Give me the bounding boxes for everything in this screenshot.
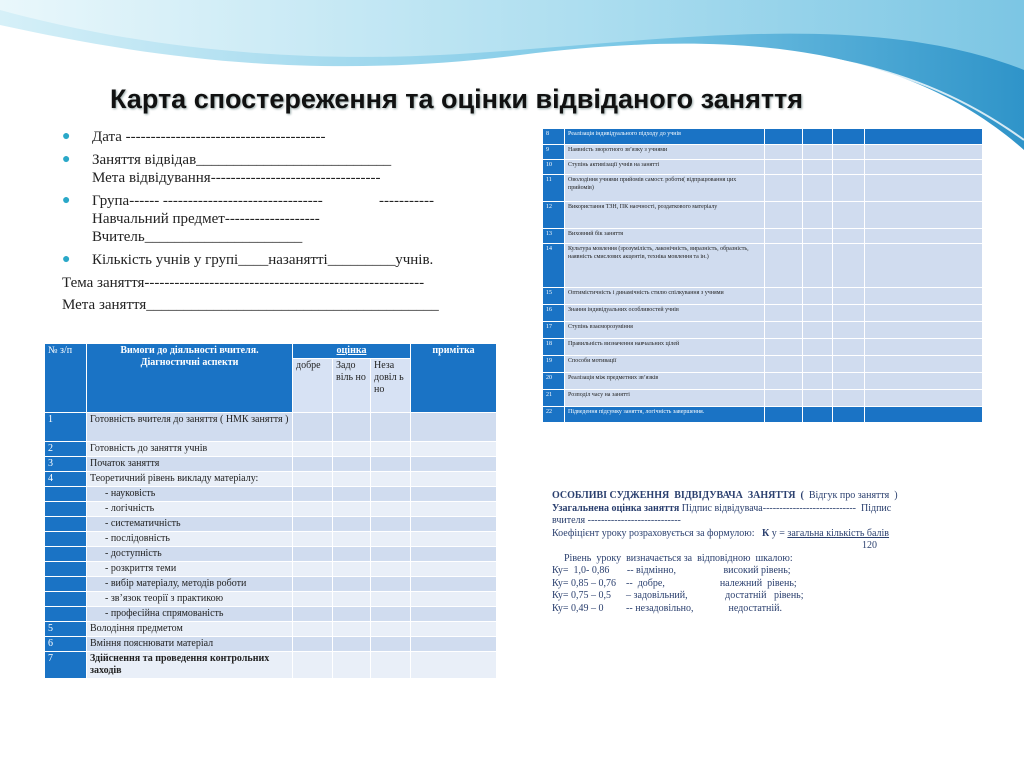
grade-good-cell[interactable] [765,160,803,175]
grade-satisfactory-cell[interactable] [803,339,833,356]
row-number: 18 [543,339,565,356]
grade-satisfactory-cell[interactable] [333,472,371,487]
subject-field: Навчальний предмет------------------- [92,211,320,227]
row-requirement: Вміння пояснювати матеріал [87,637,293,652]
note-cell[interactable] [411,562,497,577]
visitor-signature-line: Підпис відвідувача---------------------------- Підпис [679,502,892,514]
table-row [45,622,497,637]
note-cell[interactable] [865,145,983,160]
grade-unsatisfactory-cell[interactable] [371,502,411,517]
grade-good-cell[interactable] [293,487,333,502]
row-requirement: - зв’язок теорії з практикою [87,592,293,607]
grade-satisfactory-cell[interactable] [803,229,833,244]
row-requirement: Оптимістичність і динамічність стилю спілкування з учнями [565,288,765,305]
grade-good-cell[interactable] [293,472,333,487]
scale-row: Ку= 1,0- 0,86 -- відмінно, високий рівень; [552,565,791,576]
observation-table-1 [44,343,497,679]
lesson-goal-field: Мета заняття_______________________________________ [62,297,439,313]
grade-good-cell[interactable] [293,592,333,607]
grade-good-cell[interactable] [293,517,333,532]
bullet-icon: ● [62,152,71,167]
note-cell[interactable] [411,577,497,592]
grade-satisfactory-cell[interactable] [333,442,371,457]
list-item [62,251,502,269]
row-number: 2 [45,442,87,457]
note-cell[interactable] [865,339,983,356]
table-row [45,577,497,592]
row-requirement: - систематичність [87,517,293,532]
row-number: 4 [45,472,87,487]
row-requirement: Використання ТЗН, ПК наочності, роздаткового матеріалу [565,202,765,229]
grade-unsatisfactory-cell[interactable] [371,442,411,457]
formula-denominator: 120 [862,540,877,551]
grade-satisfactory-cell[interactable] [333,413,371,442]
grade-good-cell[interactable] [293,457,333,472]
row-requirement: Розподіл часу на занятті [565,390,765,407]
note-cell[interactable] [865,407,983,423]
table-row [45,637,497,652]
group-field: Група------ -------------------------------- ----------- [92,193,434,209]
note-cell[interactable] [411,472,497,487]
date-field: Дата ---------------------------------------- [92,129,326,145]
list-item [62,192,502,246]
row-requirement: Виховний бік заняття [565,229,765,244]
grade-satisfactory-cell[interactable] [803,129,833,145]
note-cell[interactable] [865,175,983,202]
row-number: 15 [543,288,565,305]
grade-good-cell[interactable] [765,288,803,305]
row-requirement: - розкриття теми [87,562,293,577]
grade-satisfactory-cell[interactable] [803,202,833,229]
row-requirement: Готовність до заняття учнів [87,442,293,457]
coefficient-eq: у = [769,527,788,539]
grade-good-cell[interactable] [293,652,333,679]
note-cell[interactable] [865,322,983,339]
row-number [45,547,87,562]
table-row [543,129,983,145]
row-requirement: Знання індивідуальних особливостей учнів [565,305,765,322]
row-number: 12 [543,202,565,229]
grade-satisfactory-cell[interactable] [333,547,371,562]
note-cell[interactable] [865,202,983,229]
row-requirement: - вибір матеріалу, методів роботи [87,577,293,592]
table-row [45,457,497,472]
grade-unsatisfactory-cell[interactable] [833,145,865,160]
table-row [543,175,983,202]
row-number: 20 [543,373,565,390]
grade-satisfactory-cell[interactable] [803,175,833,202]
grade-unsatisfactory-cell[interactable] [833,390,865,407]
row-requirement: Ступінь активізації учнів на занятті [565,160,765,175]
row-number [45,487,87,502]
row-number: 22 [543,407,565,423]
table-row [543,407,983,423]
grade-unsatisfactory-cell[interactable] [833,175,865,202]
grade-unsatisfactory-cell[interactable] [371,577,411,592]
grade-satisfactory-cell[interactable] [333,592,371,607]
grade-satisfactory-cell[interactable] [803,305,833,322]
table-row [45,562,497,577]
grade-good-cell[interactable] [765,129,803,145]
grade-unsatisfactory-cell[interactable] [833,288,865,305]
grade-satisfactory-cell[interactable] [803,288,833,305]
grade-good-cell[interactable] [765,244,803,288]
coefficient-text: Коефіцієнт уроку розраховується за формулою: [552,527,762,539]
general-grade-label: Узагальнена оцінка заняття [552,502,680,514]
row-number: 16 [543,305,565,322]
note-cell[interactable] [411,637,497,652]
note-cell[interactable] [411,502,497,517]
note-cell[interactable] [411,413,497,442]
grade-good-cell[interactable] [765,175,803,202]
grade-unsatisfactory-header: Неза довіл ь но [371,359,411,413]
teacher-field: Вчитель_____________________ [92,229,303,245]
list-item [62,128,502,146]
table-row [543,202,983,229]
grade-satisfactory-cell[interactable] [803,322,833,339]
row-requirement: Реалізація між предметних зв’язків [565,373,765,390]
grade-good-cell[interactable] [293,562,333,577]
grade-good-cell[interactable] [293,577,333,592]
table-row [543,339,983,356]
grade-good-cell[interactable] [293,413,333,442]
bullet-icon: ● [62,129,71,144]
table-row [543,288,983,305]
lesson-topic-field: Тема заняття-------------------------------------------------------- [62,275,425,291]
grade-satisfactory-cell[interactable] [803,373,833,390]
grade-satisfactory-cell[interactable] [803,160,833,175]
row-requirement: - науковість [87,487,293,502]
grade-unsatisfactory-cell[interactable] [371,487,411,502]
grade-unsatisfactory-cell[interactable] [833,322,865,339]
row-requirement: Правильність визначення навчальних цілей [565,339,765,356]
note-cell[interactable] [865,288,983,305]
note-cell[interactable] [865,305,983,322]
table-row [45,442,497,457]
students-count-field: Кількість учнів у групі____назанятті_________учнів. [92,252,434,268]
table-row [543,229,983,244]
grade-unsatisfactory-cell[interactable] [371,457,411,472]
grade-unsatisfactory-cell[interactable] [371,637,411,652]
table-row [45,413,497,442]
table-row [45,472,497,487]
table-row [543,305,983,322]
note-cell[interactable] [411,622,497,637]
note-cell[interactable] [865,373,983,390]
table-row [543,145,983,160]
note-cell[interactable] [411,652,497,679]
grade-unsatisfactory-cell[interactable] [371,547,411,562]
row-number: 11 [543,175,565,202]
row-number [45,502,87,517]
grade-good-header: добре [293,359,333,413]
table-row [45,517,497,532]
grade-satisfactory-cell[interactable] [333,622,371,637]
col-header-requirements: Вимоги до діяльності вчителя. Діагностичні аспекти [87,344,293,413]
row-requirement: Культура мовлення (зрозумілість, лаконічність, виразність, образність, наявність смислових акцентів, техніка мовлення та ін.) [565,244,765,288]
grade-unsatisfactory-cell[interactable] [833,305,865,322]
note-cell[interactable] [411,517,497,532]
table-row [45,487,497,502]
scale-row: Ку= 0,85 – 0,76 -- добре, належний рівень; [552,577,797,589]
note-cell[interactable] [865,160,983,175]
grade-unsatisfactory-cell[interactable] [833,356,865,373]
table-row [45,607,497,622]
row-requirement: Реалізація індивідуального підходу до учнів [565,129,765,145]
grade-good-cell[interactable] [765,202,803,229]
grade-satisfactory-cell[interactable] [803,407,833,423]
row-requirement: - професійна спрямованість [87,607,293,622]
table-row [45,547,497,562]
grade-unsatisfactory-cell[interactable] [371,413,411,442]
form-fields [62,128,502,318]
table-row [543,160,983,175]
bullet-icon: ● [62,252,71,267]
row-requirement: Способи мотивації [565,356,765,373]
row-number: 10 [543,160,565,175]
grade-good-cell[interactable] [765,322,803,339]
table-row [543,373,983,390]
grade-good-cell[interactable] [765,339,803,356]
grade-good-cell[interactable] [293,532,333,547]
note-cell[interactable] [411,607,497,622]
row-number: 6 [45,637,87,652]
bullet-icon: ● [62,193,71,208]
note-cell[interactable] [865,129,983,145]
grade-good-cell[interactable] [765,305,803,322]
note-cell[interactable] [411,487,497,502]
grade-satisfactory-cell[interactable] [333,517,371,532]
col-header-note: примітка [411,344,497,413]
grade-satisfactory-header: Задо віль но [333,359,371,413]
row-number: 5 [45,622,87,637]
grade-unsatisfactory-cell[interactable] [371,517,411,532]
row-requirement: Наявність зворотного зв’язку з учнями [565,145,765,160]
teacher-signature-line: вчителя ---------------------------- [552,515,681,526]
grade-unsatisfactory-cell[interactable] [371,562,411,577]
table-row [45,502,497,517]
special-judgements-heading: ОСОБЛИВІ СУДЖЕННЯ ВІДВІДУВАЧА ЗАНЯТТЯ ( [552,490,807,501]
list-item [62,151,502,187]
scale-row: Ку= 0,75 – 0,5 – задовільний, достатній рівень; [552,590,804,601]
row-requirement: - доступність [87,547,293,562]
grade-unsatisfactory-cell[interactable] [371,652,411,679]
note-cell[interactable] [865,356,983,373]
row-requirement: - послідовність [87,532,293,547]
visit-goal-field: Мета відвідування---------------------------------- [92,170,381,186]
grade-satisfactory-cell[interactable] [333,652,371,679]
row-requirement: Початок заняття [87,457,293,472]
note-cell[interactable] [411,532,497,547]
grade-good-cell[interactable] [293,547,333,562]
grade-good-cell[interactable] [765,229,803,244]
row-requirement: Оволодіння учнями прийомів самост. роботи( відпрацювання цих прийомів) [565,175,765,202]
grade-unsatisfactory-cell[interactable] [371,532,411,547]
grade-satisfactory-cell[interactable] [333,457,371,472]
page-title: Карта спостереження та оцінки відвіданого заняття [110,84,804,114]
table-row [45,652,497,679]
table-row [45,592,497,607]
note-cell[interactable] [411,592,497,607]
row-number: 7 [45,652,87,679]
grade-unsatisfactory-cell[interactable] [833,129,865,145]
row-requirement: Теоретичний рівень викладу матеріалу: [87,472,293,487]
grade-satisfactory-cell[interactable] [333,532,371,547]
grade-satisfactory-cell[interactable] [803,145,833,160]
row-number [45,562,87,577]
grade-satisfactory-cell[interactable] [803,390,833,407]
grade-good-cell[interactable] [293,637,333,652]
row-requirement: Ступінь взаєморозуміння [565,322,765,339]
row-number: 3 [45,457,87,472]
row-number: 13 [543,229,565,244]
row-number: 19 [543,356,565,373]
grade-satisfactory-cell[interactable] [333,502,371,517]
grade-good-cell[interactable] [765,390,803,407]
grade-good-cell[interactable] [765,407,803,423]
row-requirement: Готовність вчителя до заняття ( НМК заняття ) [87,413,293,442]
evaluation-notes [552,490,962,615]
feedback-label: Відгук про заняття ) [806,490,898,501]
grade-unsatisfactory-cell[interactable] [371,607,411,622]
row-number [45,607,87,622]
note-cell[interactable] [865,390,983,407]
row-requirement: Підведення підсумку заняття, логічність завершення. [565,407,765,423]
note-cell[interactable] [411,457,497,472]
scale-row: Ку= 0,49 – 0 -- незадовільно, недостатній. [552,602,782,614]
observation-table-2 [542,128,983,423]
grade-unsatisfactory-cell[interactable] [833,407,865,423]
grade-satisfactory-cell[interactable] [333,562,371,577]
scale-heading: Рівень уроку визначається за відповідною шкалою: [564,552,793,564]
formula-numerator: загальна кількість балів [787,527,890,539]
row-number: 8 [543,129,565,145]
grade-unsatisfactory-cell[interactable] [833,160,865,175]
grade-good-cell[interactable] [765,373,803,390]
table-row [45,532,497,547]
row-number: 1 [45,413,87,442]
grade-satisfactory-cell[interactable] [333,637,371,652]
grade-satisfactory-cell[interactable] [333,577,371,592]
row-number [45,577,87,592]
note-cell[interactable] [865,229,983,244]
grade-unsatisfactory-cell[interactable] [371,472,411,487]
row-requirement: - логічність [87,502,293,517]
grade-good-cell[interactable] [293,502,333,517]
table-row [543,322,983,339]
grade-good-cell[interactable] [293,607,333,622]
coefficient-k: К [761,527,770,539]
row-requirement: Володіння предметом [87,622,293,637]
note-cell[interactable] [411,442,497,457]
col-header-number: № з/п [45,344,87,413]
row-requirement: Здійснення та проведення контрольних заходів [87,652,293,679]
grade-good-cell[interactable] [293,442,333,457]
row-number [45,592,87,607]
table-row [543,356,983,373]
grade-good-cell[interactable] [765,145,803,160]
visitor-field: Заняття відвідав__________________________ [92,152,392,168]
grade-unsatisfactory-cell[interactable] [833,339,865,356]
grade-satisfactory-cell[interactable] [333,607,371,622]
row-number [45,532,87,547]
grade-unsatisfactory-cell[interactable] [371,592,411,607]
note-cell[interactable] [865,244,983,288]
row-number [45,517,87,532]
grade-unsatisfactory-cell[interactable] [833,373,865,390]
row-number: 17 [543,322,565,339]
col-header-grade: оцінка [293,344,411,359]
grade-unsatisfactory-cell[interactable] [833,244,865,288]
row-number: 9 [543,145,565,160]
grade-good-cell[interactable] [293,622,333,637]
grade-satisfactory-cell[interactable] [333,487,371,502]
grade-satisfactory-cell[interactable] [803,356,833,373]
grade-satisfactory-cell[interactable] [803,244,833,288]
row-number: 21 [543,390,565,407]
row-number: 14 [543,244,565,288]
note-cell[interactable] [411,547,497,562]
grade-unsatisfactory-cell[interactable] [833,229,865,244]
grade-unsatisfactory-cell[interactable] [371,622,411,637]
table-row [543,390,983,407]
grade-unsatisfactory-cell[interactable] [833,202,865,229]
table-row [543,244,983,288]
grade-good-cell[interactable] [765,356,803,373]
